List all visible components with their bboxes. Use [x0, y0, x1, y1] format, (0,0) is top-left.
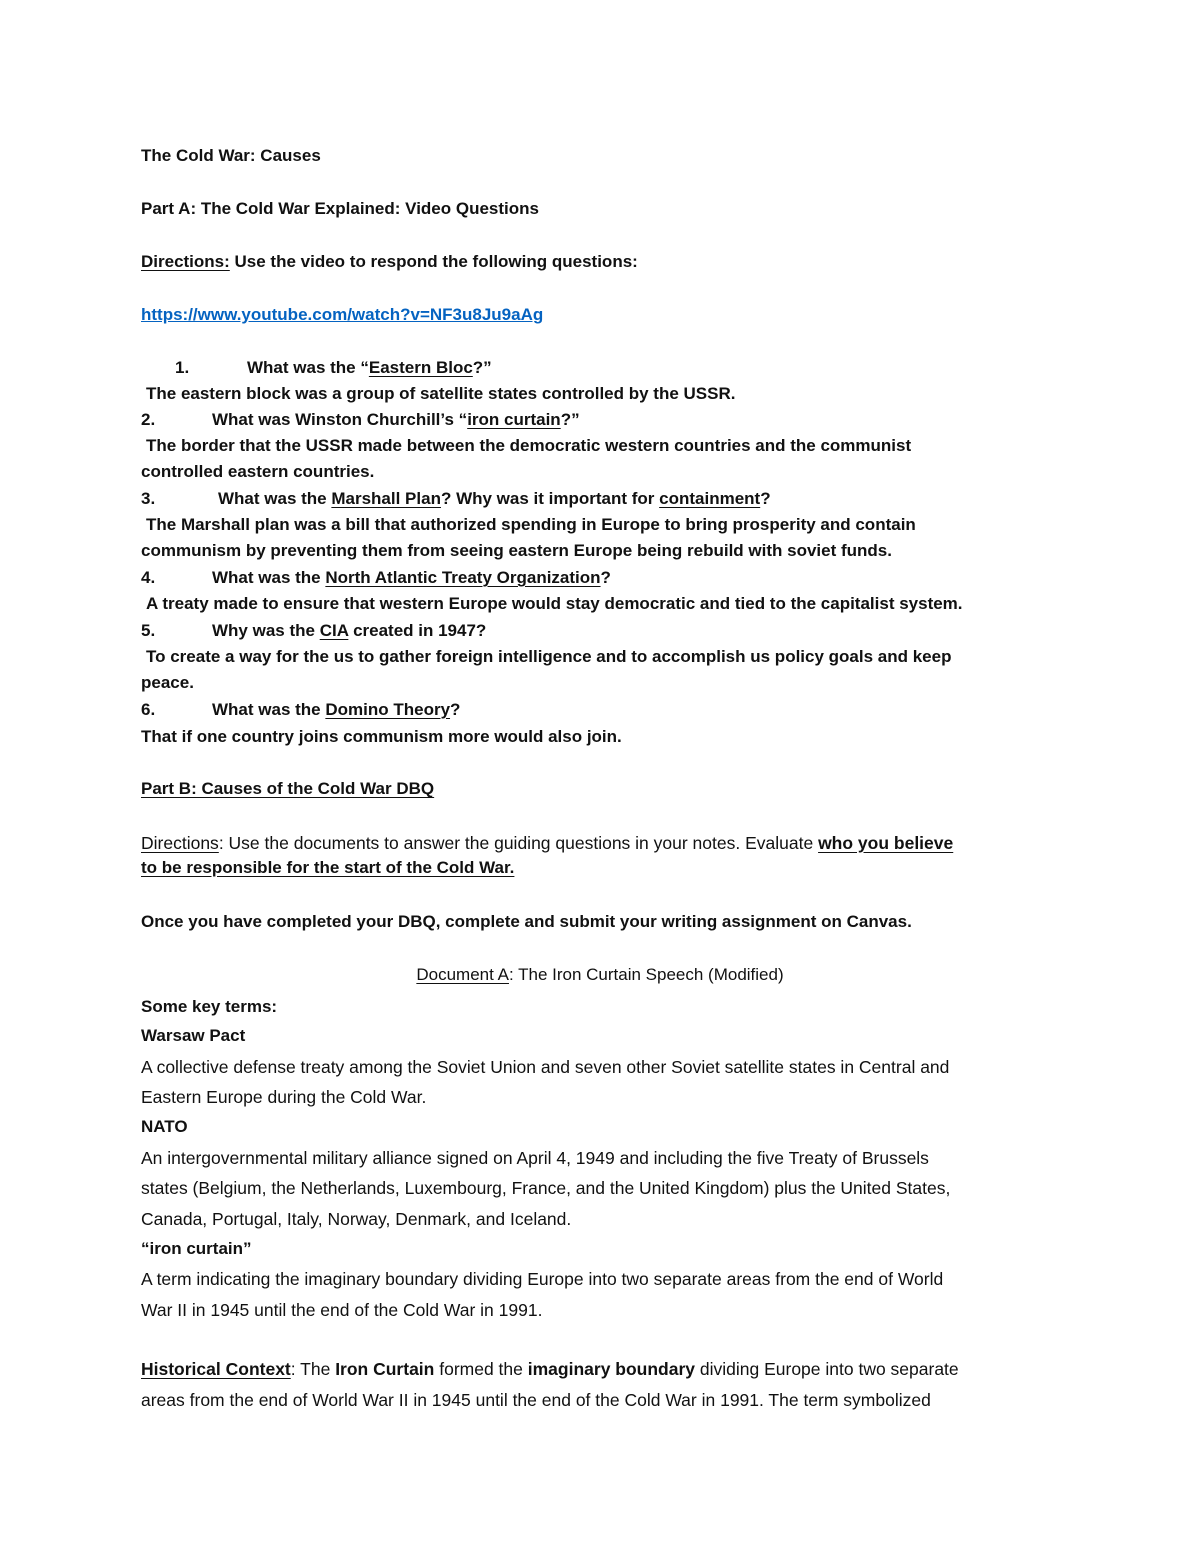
directions-label: Directions	[141, 833, 219, 853]
key-terms-heading: Some key terms:	[141, 997, 278, 1016]
question-text-end: ?	[450, 700, 461, 719]
question-number: 1.	[175, 358, 190, 377]
question-number: 3.	[141, 489, 156, 508]
question-number: 5.	[141, 621, 156, 640]
context-emphasis: imaginary boundary	[527, 1359, 696, 1379]
document-title: The Cold War: Causes	[141, 146, 321, 165]
question-text: What was the	[212, 568, 326, 587]
question-4	[141, 567, 611, 589]
answer-1: The eastern block was a group of satellite states controlled by the USSR.	[146, 384, 736, 403]
question-text: What was the “	[247, 358, 369, 377]
definition-nato-line-2: states (Belgium, the Netherlands, Luxembourg, France, and the United Kingdom) plus the United States,	[141, 1178, 951, 1198]
part-b-directions-line-1	[141, 832, 953, 854]
part-a-directions	[141, 251, 638, 273]
part-a-heading: Part A: The Cold War Explained: Video Questions	[141, 199, 539, 218]
document-a-label: Document A	[416, 965, 509, 984]
answer-3-line-2: communism by preventing them from seeing eastern Europe being rebuild with soviet funds.	[141, 541, 892, 560]
context-text: dividing Europe into two separate	[695, 1359, 959, 1379]
key-term: North Atlantic Treaty Organization	[325, 568, 601, 587]
directions-text: Use the video to respond the following questions:	[229, 252, 638, 271]
answer-5-line-1: To create a way for the us to gather foreign intelligence and to accomplish us policy goals and keep	[146, 647, 952, 666]
historical-context-line-1	[141, 1358, 959, 1380]
definition-warsaw-pact-line-1: A collective defense treaty among the Soviet Union and seven other Soviet satellite states in Central and	[141, 1057, 950, 1077]
question-number: 6.	[141, 700, 156, 719]
context-text: : The	[290, 1359, 336, 1379]
definition-iron-curtain-line-1: A term indicating the imaginary boundary dividing Europe into two separate areas from the end of World	[141, 1269, 944, 1289]
key-term: Eastern Bloc	[368, 358, 473, 377]
historical-context-line-2: areas from the end of World War II in 1945 until the end of the Cold War in 1991. The term symbolized	[141, 1390, 931, 1410]
question-text: Why was the	[212, 621, 320, 640]
term-nato: NATO	[141, 1117, 188, 1136]
question-text-end: ?”	[560, 410, 580, 429]
question-number: 4.	[141, 568, 156, 587]
answer-2-line-1: The border that the USSR made between the democratic western countries and the communist	[146, 436, 912, 455]
question-1	[175, 357, 492, 379]
part-b-heading: Part B: Causes of the Cold War DBQ	[141, 779, 435, 798]
part-b-directions-line-2: to be responsible for the start of the Cold War.	[141, 858, 515, 877]
key-term: containment	[659, 489, 761, 508]
question-text: What was the	[218, 489, 332, 508]
definition-iron-curtain-line-2: War II in 1945 until the end of the Cold War in 1991.	[141, 1300, 543, 1320]
question-text: What was Winston Churchill’s “	[212, 410, 468, 429]
document-a-title	[0, 964, 1200, 986]
definition-nato-line-3: Canada, Portugal, Italy, Norway, Denmark, and Iceland.	[141, 1209, 572, 1229]
context-emphasis: Iron Curtain	[335, 1359, 435, 1379]
question-6	[141, 699, 460, 721]
question-5	[141, 620, 486, 642]
answer-3-line-1: The Marshall plan was a bill that authorized spending in Europe to bring prosperity and contain	[146, 515, 916, 534]
question-2	[141, 409, 580, 431]
term-warsaw-pact: Warsaw Pact	[141, 1026, 246, 1045]
definition-warsaw-pact-line-2: Eastern Europe during the Cold War.	[141, 1087, 427, 1107]
key-term: Marshall Plan	[331, 489, 441, 508]
question-text-end: created in 1947?	[348, 621, 487, 640]
question-3	[141, 488, 771, 510]
question-text: What was the	[212, 700, 326, 719]
key-term: iron curtain	[467, 410, 561, 429]
directions-label: Directions:	[141, 252, 230, 271]
directions-emphasis: who you believe	[818, 833, 954, 853]
question-text-end: ?	[600, 568, 611, 587]
answer-4: A treaty made to ensure that western Europe would stay democratic and tied to the capitalist system.	[146, 594, 963, 613]
question-text-end: ?	[760, 489, 771, 508]
video-link-line	[141, 304, 543, 326]
document-a-title-rest: : The Iron Curtain Speech (Modified)	[508, 965, 784, 984]
context-text: formed the	[434, 1359, 528, 1379]
term-iron-curtain: “iron curtain”	[141, 1239, 252, 1258]
key-term: CIA	[319, 621, 349, 640]
historical-context-label: Historical Context	[141, 1359, 291, 1379]
question-text-mid: ? Why was it important for	[440, 489, 660, 508]
answer-5-line-2: peace.	[141, 673, 194, 692]
question-text-end: ?”	[472, 358, 492, 377]
video-link[interactable]: https://www.youtube.com/watch?v=NF3u8Ju9aAg	[141, 305, 544, 324]
question-number: 2.	[141, 410, 156, 429]
answer-6: That if one country joins communism more would also join.	[141, 727, 622, 746]
answer-2-line-2: controlled eastern countries.	[141, 462, 375, 481]
key-term: Domino Theory	[325, 700, 451, 719]
submit-note: Once you have completed your DBQ, complete and submit your writing assignment on Canvas.	[141, 912, 912, 931]
directions-text: : Use the documents to answer the guiding questions in your notes. Evaluate	[218, 833, 819, 853]
definition-nato-line-1: An intergovernmental military alliance signed on April 4, 1949 and including the five Treaty of Brussels	[141, 1148, 929, 1168]
